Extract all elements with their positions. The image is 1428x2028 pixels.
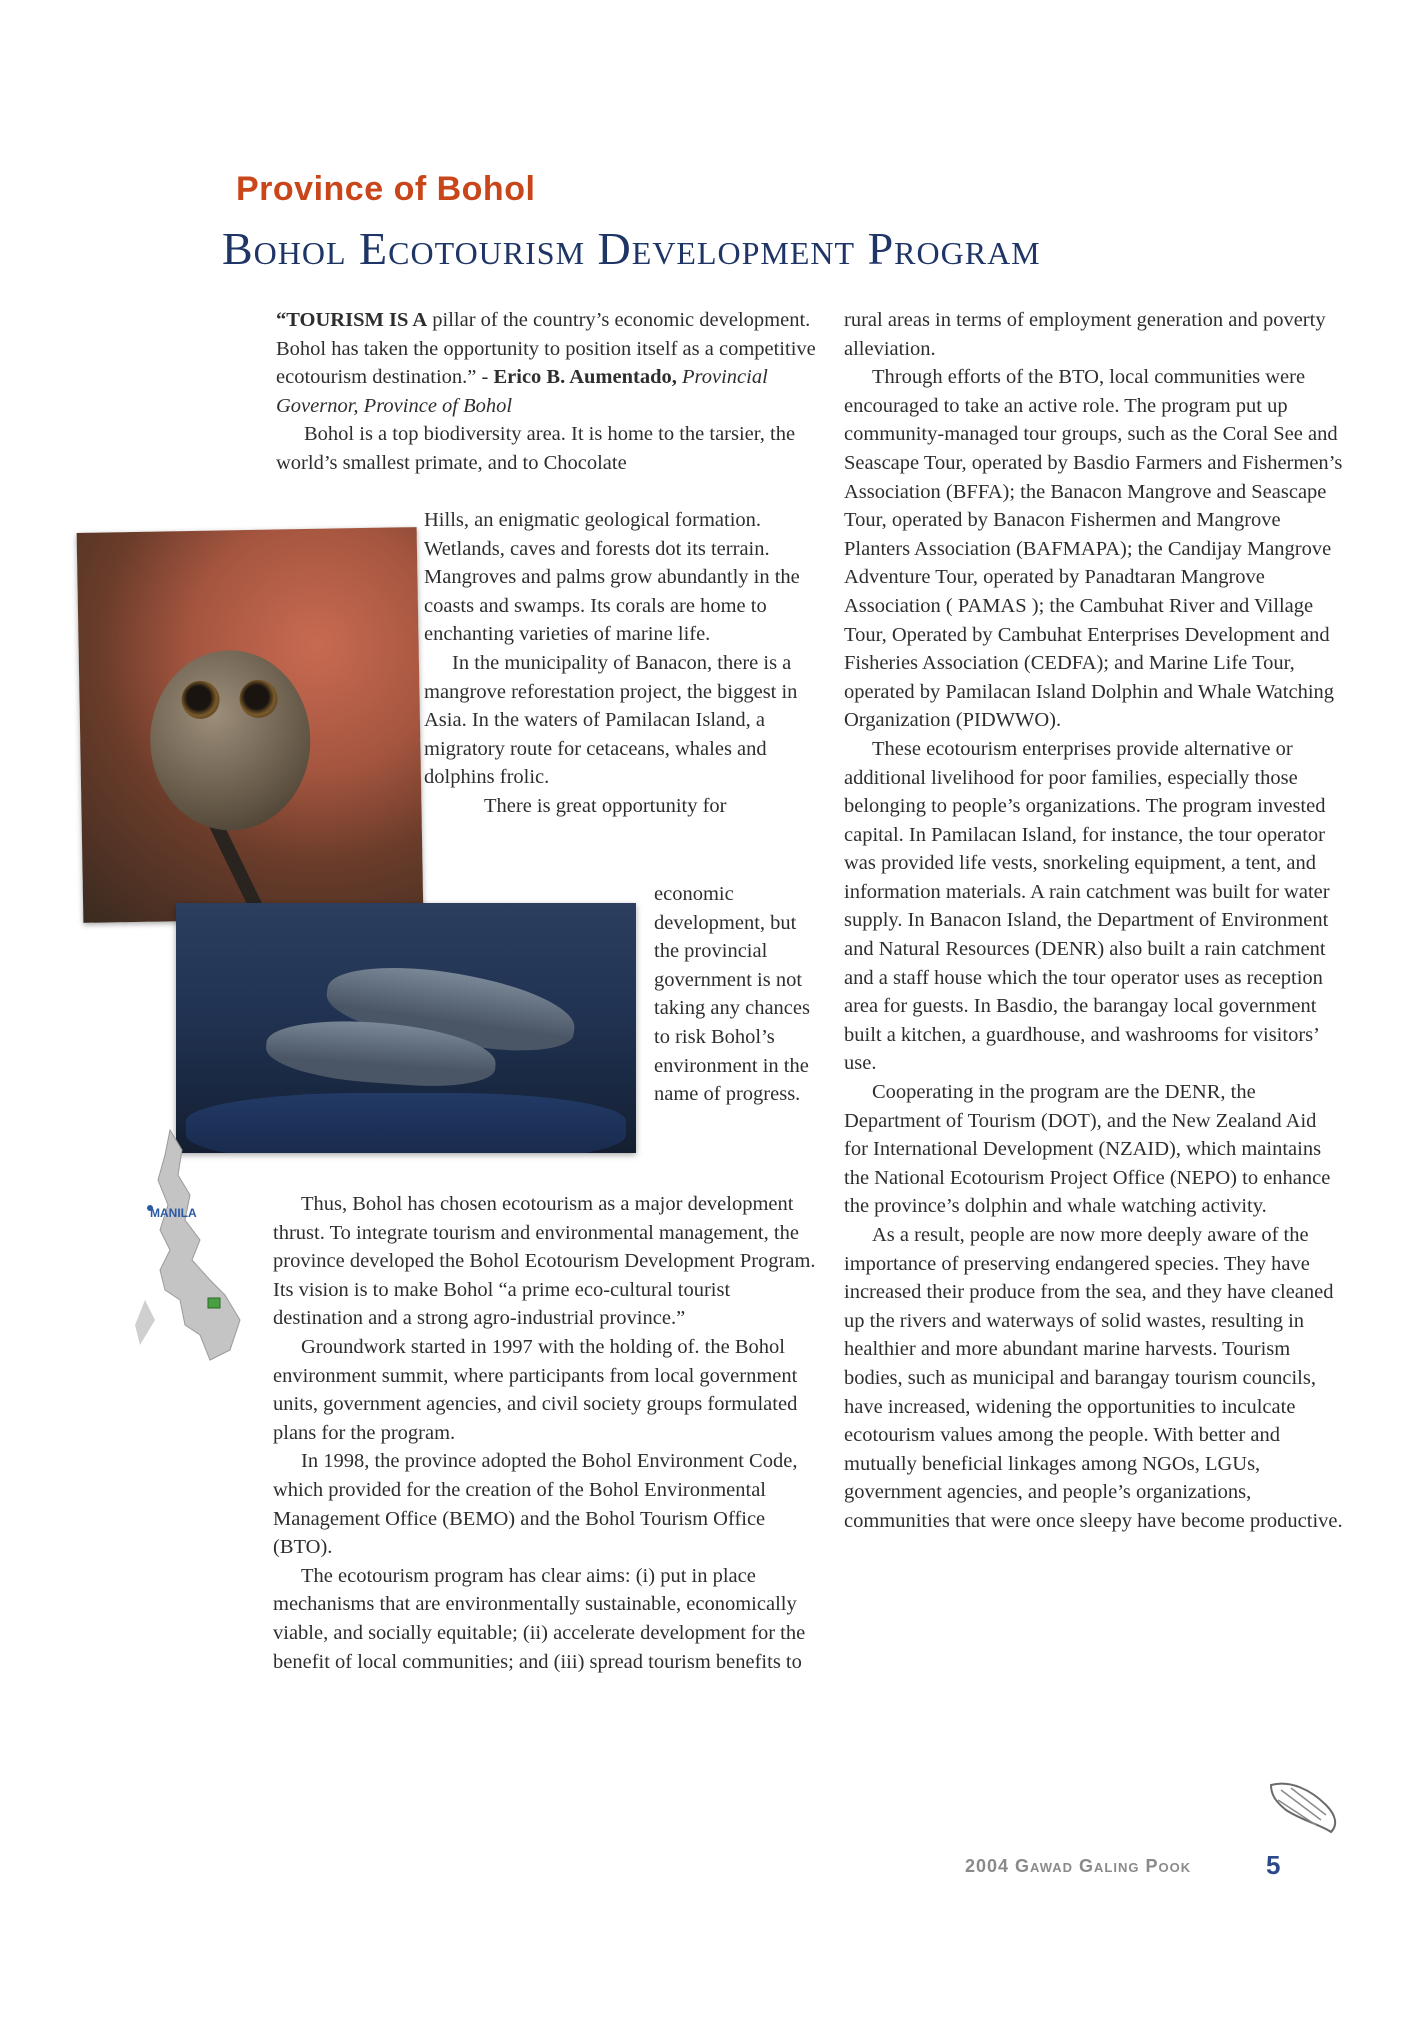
- paragraph: Groundwork started in 1997 with the holding of. the Bohol environment summit, where participants from local government units, government agencies, and civil society groups formulated plans for the program.: [273, 1335, 798, 1444]
- paragraph: economic development, but the provincial government is not taking any chances to risk Bohol’s environment in the name of progress.: [654, 883, 810, 1106]
- tarsier-photo: [77, 527, 424, 923]
- article-title: [222, 222, 1041, 275]
- column-1-narrow: [654, 880, 824, 1109]
- tarsier-body-shape: [149, 649, 312, 832]
- philippines-map: [130, 1120, 270, 1380]
- paragraph: rural areas in terms of employment generation and poverty alleviation.: [844, 309, 1326, 360]
- paragraph: In 1998, the province adopted the Bohol Environment Code, which provided for the creation of the Bohol Environmental Management Office (BEMO) and the Bohol Tourism Office (BTO).: [273, 1450, 798, 1559]
- column-2: [844, 306, 1344, 1536]
- paragraph: As a result, people are now more deeply aware of the importance of preserving endangered species. They have increased their produce from the sea, and they have cleaned up the rivers and waterways of solid wastes, resulting in healthier and more abundant marine harvests. Tourism bodies, such as municipal and barangay tourism councils, have increased, widening the opportunities to inculcate ecotourism values among the people. With better and mutually beneficial linkages among NGOs, LGUs, government agencies, and people’s organizations, communities that were once sleepy have become productive.: [844, 1224, 1343, 1532]
- map-graphic: [130, 1120, 270, 1380]
- quote-author-title: Provincial Governor, Province of Bohol: [276, 366, 768, 417]
- ornament-icon: [1266, 1770, 1346, 1840]
- section-kicker: Province of Bohol: [236, 170, 536, 208]
- paragraph: There is great opportunity for: [484, 794, 727, 817]
- column-1-wrap: [424, 506, 814, 821]
- article-title-text: Bohol Ecotourism Development Program: [222, 223, 1041, 274]
- quote-text: pillar of the country’s economic development. Bohol has taken the opportunity to position itself as a competitive ecotourism destination.” -: [276, 309, 816, 389]
- paragraph: Hills, an enigmatic geological formation. Wetlands, caves and forests dot its terrain. Mangroves and palms grow abundantly in the coasts and swamps. Its corals are home to enchanting varieties of marine life.: [424, 509, 800, 646]
- paragraph: In the municipality of Banacon, there is a mangrove reforestation project, the biggest in Asia. In the waters of Pamilacan Island, a migratory route for cetaceans, whales and dolphins frolic.: [424, 651, 798, 789]
- paragraph: The ecotourism program has clear aims: (i) put in place mechanisms that are environmentally sustainable, economically viable, and socially equitable; (ii) accelerate development for the benefit of local communities; and (iii) spread tourism benefits to: [273, 1564, 806, 1673]
- page-number: 5: [1266, 1850, 1281, 1880]
- paragraph: Cooperating in the program are the DENR, the Department of Tourism (DOT), and the New Zealand Aid for International Development (NZAID), which maintains the National Ecotourism Project Office (NEPO) to enhance the province’s dolphin and whale watching activity.: [844, 1081, 1331, 1218]
- paragraph: Through efforts of the BTO, local communities were encouraged to take an active role. The program put up community-managed tour groups, such as the Coral See and Seascape Tour, operated by Basdio Farmers and Fishermen’s Association (BFFA); the Banacon Mangrove and Seascape Tour, operated by Banacon Fishermen and Mangrove Planters Association (BAFMAPA); the Candijay Mangrove Adventure Tour, operated by Panadtaran Mangrove Association ( PAMAS ); the Cambuhat River and Village Tour, Operated by Cambuhat Enterprises Development and Fisheries Association (CEDFA); and Marine Life Tour, operated by Pamilacan Island Dolphin and Whale Watching Organization (PIDWWO).: [844, 366, 1343, 732]
- quote-author: Erico B. Aumentado,: [493, 366, 677, 389]
- opening-quote: [276, 306, 816, 420]
- paragraph: These ecotourism enterprises provide alternative or additional livelihood for poor families, especially those belonging to people’s organizations. The program invested capital. In Pamilacan Island, for instance, the tour operator was provided life vests, snorkeling equipment, a tent, and information materials. A rain catchment was built for water supply. In Banacon Island, the Department of Environment and Natural Resources (DENR) also built a rain catchment and a staff house which the tour operator uses as reception area for guests. In Basdio, the barangay local government built a kitchen, a guardhouse, and washrooms for visitors’ use.: [844, 737, 1330, 1075]
- column-1-top: [276, 306, 816, 478]
- dolphin-photo: [176, 903, 636, 1153]
- paragraph: Bohol is a top biodiversity area. It is home to the tarsier, the world’s smallest primate, and to Chocolate: [276, 423, 796, 474]
- quote-lead: “TOURISM IS A: [276, 309, 428, 331]
- publication-footer: 2004 Gawad Galing Pook: [965, 1856, 1192, 1876]
- column-1-bottom: [273, 1190, 817, 1676]
- manila-label: MANILA: [150, 1206, 197, 1220]
- paragraph: Thus, Bohol has chosen ecotourism as a major development thrust. To integrate tourism and environmental management, the province developed the Bohol Ecotourism Development Program. Its vision is to make Bohol “a prime eco-cultural tourist destination and a strong agro-industrial province.”: [273, 1193, 816, 1330]
